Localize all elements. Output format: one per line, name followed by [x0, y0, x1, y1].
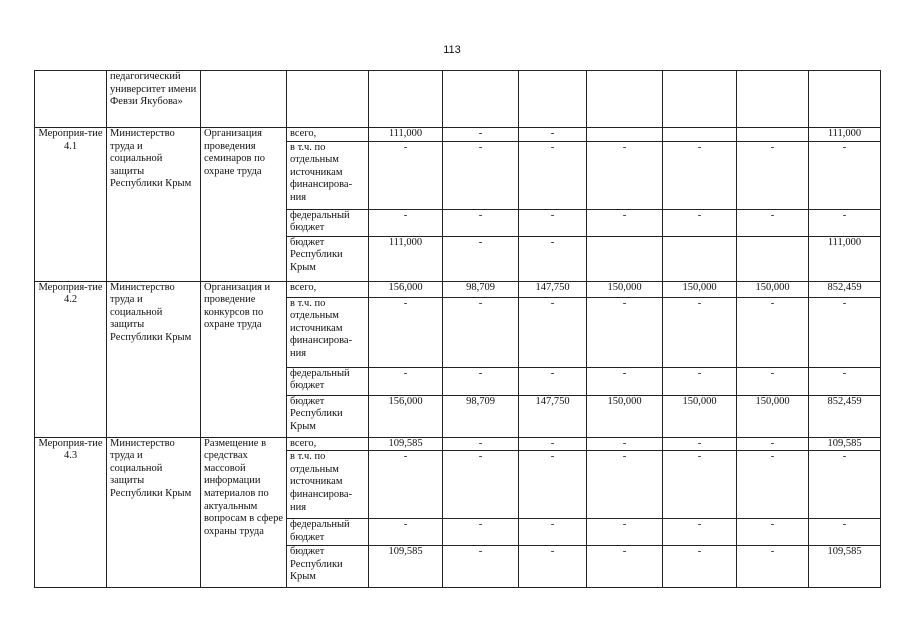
value-cell: - — [519, 367, 587, 395]
table-cell — [201, 71, 287, 128]
value-cell: - — [737, 437, 809, 451]
value-cell: - — [369, 141, 443, 209]
value-cell: - — [519, 297, 587, 367]
value-cell: 147,750 — [519, 395, 587, 437]
table-cell — [587, 71, 663, 128]
value-cell: - — [519, 451, 587, 519]
table-row — [35, 437, 881, 451]
funding-source-cell: всего, — [287, 281, 369, 297]
table-cell — [663, 71, 737, 128]
event-name-cell: Размещение в средствах массовой информации материалов по актуальным вопросам в сфере охраны труда — [201, 437, 287, 588]
funding-source-cell: федеральный бюджет — [287, 209, 369, 236]
value-cell: 150,000 — [737, 281, 809, 297]
value-cell: - — [809, 141, 881, 209]
value-cell: - — [587, 141, 663, 209]
value-cell: 111,000 — [369, 236, 443, 281]
table-row — [35, 128, 881, 142]
value-cell: - — [663, 367, 737, 395]
value-cell: 852,459 — [809, 395, 881, 437]
value-cell: - — [663, 297, 737, 367]
value-cell: - — [587, 437, 663, 451]
table-row — [35, 281, 881, 297]
table-cell — [519, 71, 587, 128]
value-cell — [737, 128, 809, 142]
value-cell: 150,000 — [587, 395, 663, 437]
table-cell — [35, 71, 107, 128]
table-body — [35, 71, 881, 588]
value-cell: 111,000 — [369, 128, 443, 142]
value-cell: - — [737, 297, 809, 367]
value-cell: 150,000 — [737, 395, 809, 437]
budget-table — [34, 70, 881, 588]
value-cell: - — [809, 209, 881, 236]
funding-source-cell: всего, — [287, 128, 369, 142]
value-cell — [587, 128, 663, 142]
value-cell: - — [663, 209, 737, 236]
table-cell — [737, 71, 809, 128]
value-cell: - — [587, 451, 663, 519]
value-cell: - — [369, 367, 443, 395]
value-cell: - — [663, 546, 737, 588]
funding-source-cell: бюджет Республики Крым — [287, 395, 369, 437]
value-cell: 150,000 — [587, 281, 663, 297]
value-cell: 109,585 — [809, 546, 881, 588]
table-row — [35, 71, 881, 128]
value-cell: - — [737, 141, 809, 209]
event-cell: Мероприя-тие 4.3 — [35, 437, 107, 588]
value-cell: 109,585 — [369, 546, 443, 588]
value-cell: 150,000 — [663, 395, 737, 437]
funding-source-cell: федеральный бюджет — [287, 367, 369, 395]
value-cell: 156,000 — [369, 395, 443, 437]
value-cell: - — [443, 519, 519, 546]
value-cell: - — [809, 367, 881, 395]
value-cell: - — [519, 128, 587, 142]
funding-source-cell: в т.ч. по отдельным источникам финансирова-ния — [287, 141, 369, 209]
table-cell — [369, 71, 443, 128]
value-cell: 156,000 — [369, 281, 443, 297]
value-cell: - — [443, 437, 519, 451]
value-cell: - — [443, 297, 519, 367]
value-cell: - — [663, 141, 737, 209]
executor-cell: Министерство труда и социальной защиты Республики Крым — [107, 128, 201, 282]
value-cell: - — [443, 209, 519, 236]
value-cell: - — [809, 519, 881, 546]
value-cell: - — [519, 209, 587, 236]
executor-cell: Министерство труда и социальной защиты Республики Крым — [107, 437, 201, 588]
value-cell: - — [809, 297, 881, 367]
value-cell: 109,585 — [369, 437, 443, 451]
value-cell: - — [443, 141, 519, 209]
value-cell: - — [587, 209, 663, 236]
value-cell: 111,000 — [809, 128, 881, 142]
value-cell: - — [519, 437, 587, 451]
executor-cell: педагогический университет имени Февзи Якубова» — [107, 71, 201, 128]
value-cell: - — [443, 128, 519, 142]
page-number: 113 — [443, 44, 461, 56]
value-cell: - — [587, 297, 663, 367]
value-cell — [737, 236, 809, 281]
funding-source-cell: в т.ч. по отдельным источникам финансирова-ния — [287, 451, 369, 519]
executor-cell: Министерство труда и социальной защиты Республики Крым — [107, 281, 201, 437]
value-cell — [663, 236, 737, 281]
value-cell: - — [587, 367, 663, 395]
value-cell: - — [369, 297, 443, 367]
event-name-cell: Организация и проведение конкурсов по охране труда — [201, 281, 287, 437]
value-cell: - — [737, 519, 809, 546]
value-cell: - — [587, 546, 663, 588]
table-cell — [287, 71, 369, 128]
value-cell: - — [737, 367, 809, 395]
funding-source-cell: в т.ч. по отдельным источникам финансирова-ния — [287, 297, 369, 367]
value-cell: - — [443, 546, 519, 588]
value-cell: - — [737, 209, 809, 236]
value-cell: 147,750 — [519, 281, 587, 297]
table-cell — [809, 71, 881, 128]
value-cell: - — [663, 437, 737, 451]
value-cell: - — [443, 367, 519, 395]
value-cell: 852,459 — [809, 281, 881, 297]
value-cell — [587, 236, 663, 281]
event-cell: Мероприя-тие 4.2 — [35, 281, 107, 437]
value-cell: - — [519, 236, 587, 281]
funding-source-cell: бюджет Республики Крым — [287, 236, 369, 281]
value-cell: 109,585 — [809, 437, 881, 451]
value-cell: - — [443, 451, 519, 519]
value-cell: - — [663, 519, 737, 546]
value-cell: 98,709 — [443, 281, 519, 297]
value-cell: - — [587, 519, 663, 546]
funding-source-cell: федеральный бюджет — [287, 519, 369, 546]
value-cell: - — [519, 546, 587, 588]
value-cell: 98,709 — [443, 395, 519, 437]
value-cell: - — [519, 141, 587, 209]
value-cell: 150,000 — [663, 281, 737, 297]
event-cell: Мероприя-тие 4.1 — [35, 128, 107, 282]
value-cell: - — [519, 519, 587, 546]
event-name-cell: Организация проведения семинаров по охране труда — [201, 128, 287, 282]
value-cell: 111,000 — [809, 236, 881, 281]
funding-source-cell: бюджет Республики Крым — [287, 546, 369, 588]
value-cell: - — [737, 546, 809, 588]
funding-source-cell: всего, — [287, 437, 369, 451]
value-cell: - — [809, 451, 881, 519]
value-cell — [663, 128, 737, 142]
value-cell: - — [443, 236, 519, 281]
value-cell: - — [663, 451, 737, 519]
value-cell: - — [737, 451, 809, 519]
value-cell: - — [369, 451, 443, 519]
table-cell — [443, 71, 519, 128]
value-cell: - — [369, 209, 443, 236]
value-cell: - — [369, 519, 443, 546]
